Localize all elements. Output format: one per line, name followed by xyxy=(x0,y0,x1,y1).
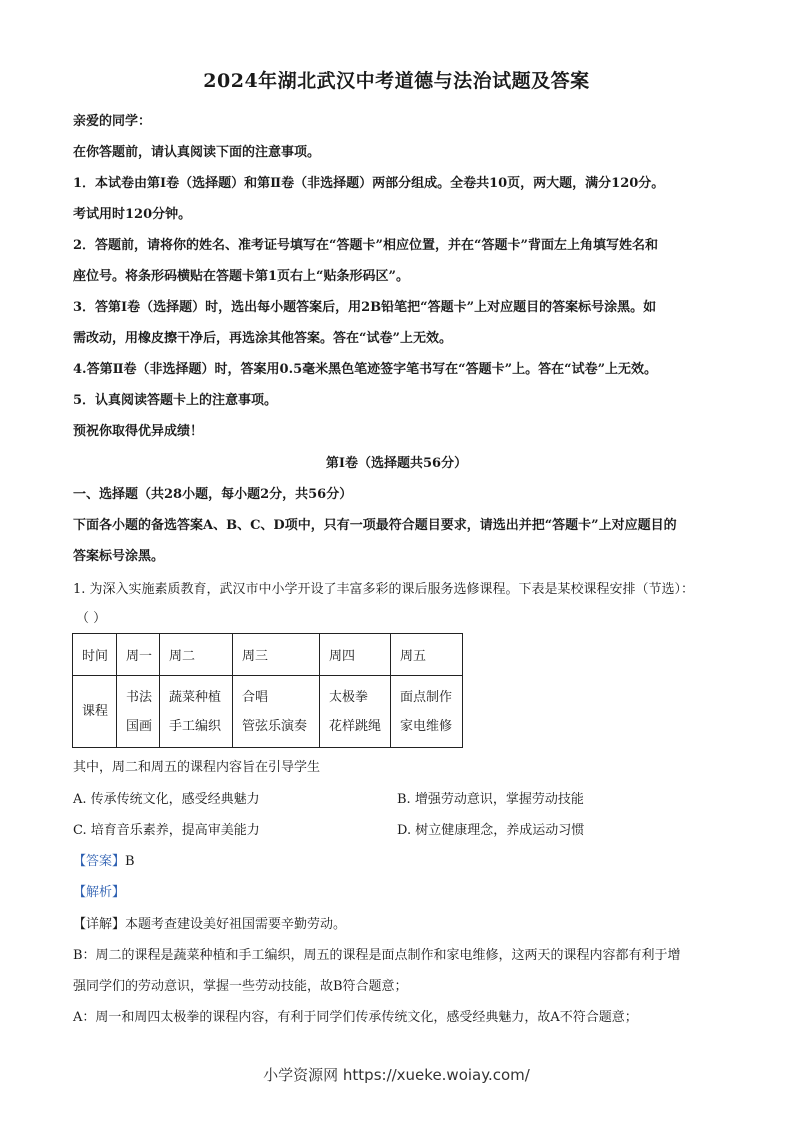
table-cell xyxy=(233,676,320,748)
option-c: C. 培育音乐素养，提高审美能力 xyxy=(73,823,260,838)
question-stem: 1. 为深入实施素质教育，武汉市中小学开设了丰富多彩的课后服务选修课程。下表是某校课程安排（节选）： xyxy=(73,582,695,597)
section-title: 第Ⅰ卷（选择题共56分） xyxy=(325,456,468,471)
notice-intro: 在你答题前，请认真阅读下面的注意事项。 xyxy=(73,145,321,160)
option-b: B. 增强劳动意识，掌握劳动技能 xyxy=(397,792,584,807)
table-cell xyxy=(320,676,391,748)
course-name: 合唱 xyxy=(242,689,269,705)
table-header-cell: 周四 xyxy=(320,634,391,676)
answer-blank: （ ） xyxy=(76,611,107,626)
explanation-line: A：周一和周四太极拳的课程内容，有利于同学们传承传统文化，感受经典魅力，故A不符合题意； xyxy=(73,1010,638,1025)
table-cell xyxy=(160,676,233,748)
schedule-table xyxy=(72,633,463,748)
option-d: D. 树立健康理念，养成运动习惯 xyxy=(397,823,585,838)
question-prompt: 其中，周二和周五的课程内容旨在引导学生 xyxy=(73,760,321,775)
course-name: 国画 xyxy=(126,718,153,734)
explanation-line: 强同学们的劳动意识，掌握一些劳动技能，故B符合题意； xyxy=(73,979,408,994)
notice-line: 座位号。将条形码横贴在答题卡第1页右上“贴条形码区”。 xyxy=(73,269,410,284)
table-cell xyxy=(117,676,160,748)
greeting: 亲爱的同学： xyxy=(73,114,152,129)
course-name: 花样跳绳 xyxy=(329,718,382,734)
table-header-cell: 周二 xyxy=(160,634,233,676)
detail-line: 【详解】本题考查建设美好祖国需要辛勤劳动。 xyxy=(73,917,347,932)
notice-line: 5．认真阅读答题卡上的注意事项。 xyxy=(73,393,278,408)
page-title: 2024年湖北武汉中考道德与法治试题及答案 xyxy=(203,70,590,92)
notice-line: 2．答题前，请将你的姓名、准考证号填写在“答题卡”相应位置，并在“答题卡”背面左上角填写姓名和 xyxy=(73,238,658,253)
table-row xyxy=(73,676,463,748)
row-label-cell: 课程 xyxy=(73,676,117,748)
course-name: 书法 xyxy=(126,689,153,705)
course-name: 手工编织 xyxy=(169,718,222,734)
course-name: 蔬菜种植 xyxy=(169,689,222,705)
wish-line: 预祝你取得优异成绩！ xyxy=(73,424,204,439)
part-instruction: 答案标号涂黑。 xyxy=(73,549,165,564)
option-a: A. 传承传统文化，感受经典魅力 xyxy=(73,792,260,807)
notice-line: 1．本试卷由第Ⅰ卷（选择题）和第Ⅱ卷（非选择题）两部分组成。全卷共10页，两大题，满分120分。 xyxy=(73,176,665,191)
table-header-cell: 周三 xyxy=(233,634,320,676)
part-title: 一、选择题（共28小题，每小题2分，共56分） xyxy=(73,487,353,502)
answer-value: B xyxy=(125,854,135,869)
table-header-cell: 周五 xyxy=(391,634,463,676)
notice-line: 4.答第Ⅱ卷（非选择题）时，答案用0.5毫米黑色笔迹签字笔书写在“答题卡”上。答在“试卷”上无效。 xyxy=(73,362,658,377)
table-header-row xyxy=(73,634,463,676)
notice-line: 需改动，用橡皮擦干净后，再选涂其他答案。答在“试卷”上无效。 xyxy=(73,331,452,346)
notice-line: 3．答第Ⅰ卷（选择题）时，选出每小题答案后，用2B铅笔把“答题卡”上对应题目的答案标号涂黑。如 xyxy=(73,300,657,315)
course-name: 管弦乐演奏 xyxy=(242,718,308,734)
table-header-cell: 周一 xyxy=(117,634,160,676)
answer-line xyxy=(73,850,135,869)
footer-watermark: 小学资源网 https://xueke.woiay.com/ xyxy=(263,1066,530,1084)
course-name: 面点制作 xyxy=(400,689,453,705)
table-cell xyxy=(391,676,463,748)
answer-label: 【答案】 xyxy=(73,854,126,869)
table-header-cell: 时间 xyxy=(73,634,117,676)
course-name: 太极拳 xyxy=(329,689,369,705)
explanation-line: B：周二的课程是蔬菜种植和手工编织，周五的课程是面点制作和家电维修，这两天的课程内容都有利于增 xyxy=(73,948,681,963)
part-instruction: 下面各小题的备选答案A、B、C、D项中，只有一项最符合题目要求，请选出并把“答题卡”上对应题目的 xyxy=(73,518,677,533)
notice-line: 考试用时120分钟。 xyxy=(73,207,192,222)
analysis-label: 【解析】 xyxy=(73,885,126,900)
course-name: 家电维修 xyxy=(400,718,453,734)
